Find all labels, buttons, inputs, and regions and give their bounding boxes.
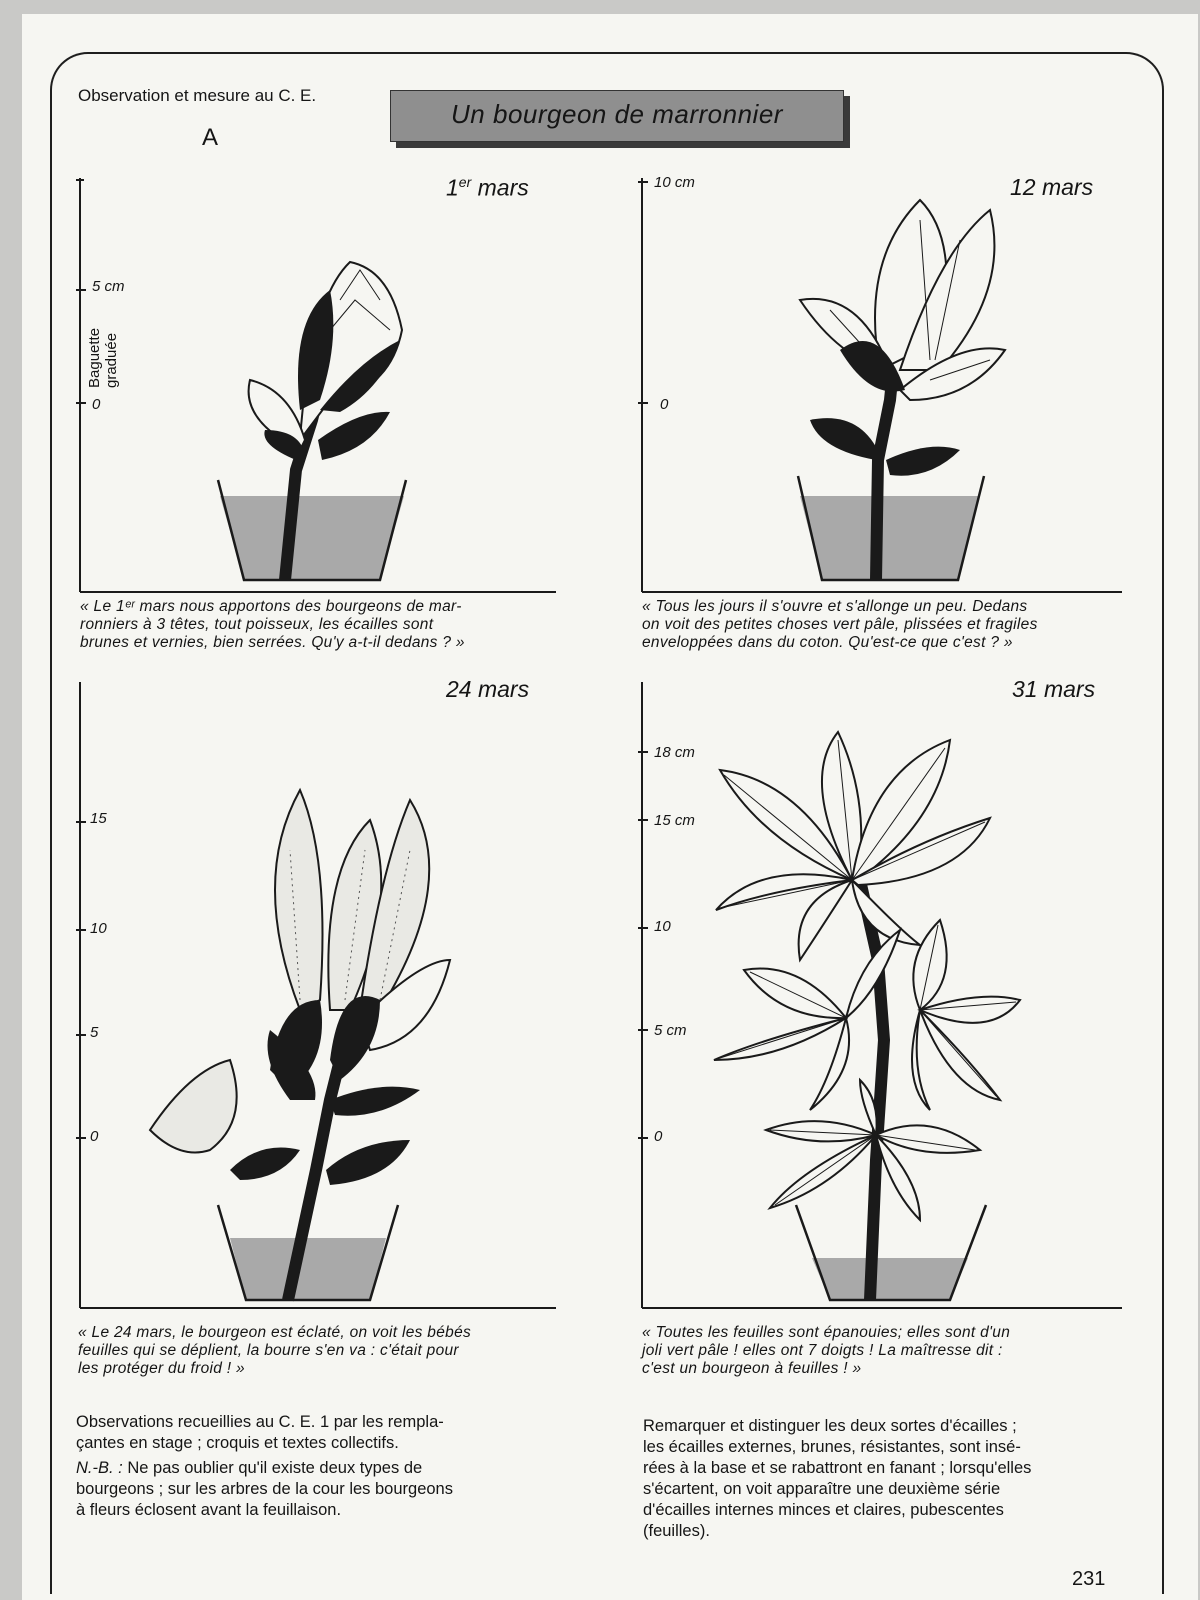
ruler-tick-5cm: 5 cm bbox=[92, 278, 125, 295]
ruler-tick-18cm: 18 cm bbox=[654, 744, 695, 761]
ruler-tick-10cm: 10 cm bbox=[654, 174, 695, 191]
page-subtitle: Observation et mesure au C. E. bbox=[78, 86, 317, 105]
panel-date: 1er mars bbox=[446, 174, 529, 201]
ruler-tick-15cm: 15 cm bbox=[654, 812, 695, 829]
ruler-tick-5cm: 5 cm bbox=[654, 1022, 687, 1039]
caption-march-24: « Le 24 mars, le bourgeon est éclaté, on voit les bébés feuilles qui se déplient, la bourre s'en va : c'était pour les protéger du froid ! » bbox=[78, 1324, 472, 1377]
panel-date: 12 mars bbox=[1010, 174, 1094, 200]
title-box bbox=[390, 90, 844, 142]
ruler-tick-0: 0 bbox=[92, 396, 101, 413]
bottom-right-text: Remarquer et distinguer les deux sortes d'écailles ; les écailles externes, brunes, résistantes, sont insé- rées à la base et se rabattront en fanant ; lorsqu'elles s'écartent, on voit apparaître une deuxième série d'écailles internes minces et claires, pubescentes (feuilles). bbox=[643, 1417, 1032, 1540]
caption-march-12: « Tous les jours il s'ouvre et s'allonge un peu. Dedans on voit des petites choses vert pâle, plissées et fragiles enveloppées dans du coton. Qu'est-ce que c'est ? » bbox=[642, 598, 1038, 651]
panel-date: 24 mars bbox=[446, 676, 530, 702]
ruler-label: Baguette graduée bbox=[86, 327, 120, 388]
ruler-tick-10: 10 bbox=[90, 920, 107, 937]
bottom-left-text: Observations recueillies au C. E. 1 par les rempla- çantes en stage ; croquis et textes collectifs. N.-B. : Ne pas oublier qu'il existe deux types de bourgeons ; sur les arbres de la cour les bourgeons à fleurs éclosent avant la feuillaison. bbox=[76, 1413, 453, 1519]
ruler-tick-5: 5 bbox=[90, 1024, 99, 1041]
ruler-tick-0: 0 bbox=[660, 396, 669, 413]
ruler-tick-0: 0 bbox=[654, 1128, 663, 1145]
ruler-tick-0: 0 bbox=[90, 1128, 99, 1145]
note-label: N.-B. : bbox=[76, 1459, 123, 1477]
caption-march-1: « Le 1ᵉʳ mars nous apportons des bourgeons de mar- ronniers à 3 têtes, tout poisseux, les écailles sont brunes et vernies, bien serrées. Qu'y a-t-il dedans ? » bbox=[80, 598, 465, 651]
panel-date: 31 mars bbox=[1012, 676, 1096, 702]
caption-march-31: « Toutes les feuilles sont épanouies; elles sont d'un joli vert pâle ! elles ont 7 doigts ! La maîtresse dit : c'est un bourgeon à feuilles ! » bbox=[642, 1324, 1011, 1377]
ruler-tick-15: 15 bbox=[90, 810, 107, 827]
page-title: Un bourgeon de marronnier bbox=[451, 99, 783, 129]
page-number: 231 bbox=[1072, 1568, 1106, 1590]
section-letter: A bbox=[202, 124, 219, 151]
page-frame bbox=[50, 52, 1164, 1594]
ruler-tick-10: 10 bbox=[654, 918, 671, 935]
